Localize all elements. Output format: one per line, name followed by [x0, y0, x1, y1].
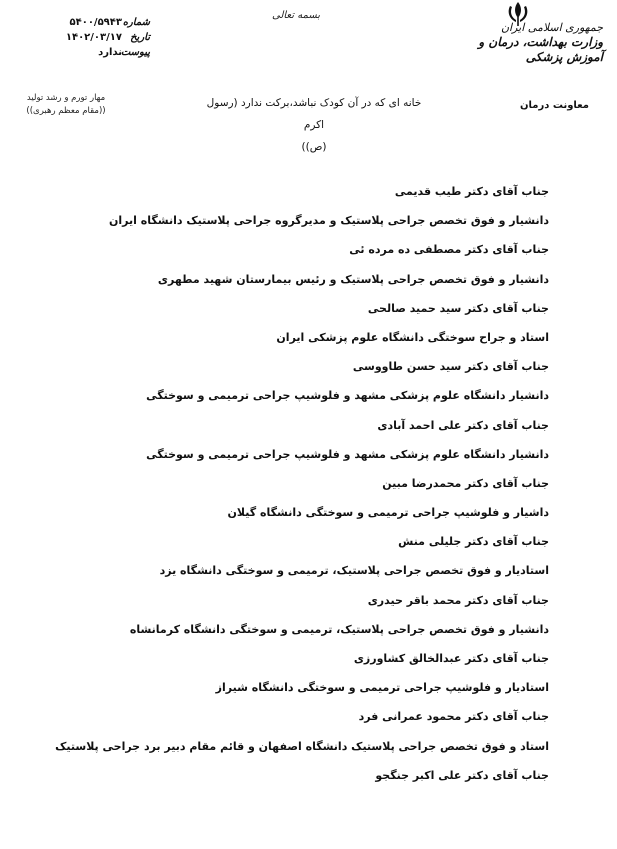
recipient-line: جناب آقای دکتر محمد باقر حیدری	[367, 593, 549, 607]
ministry-header	[453, 21, 603, 65]
recipient-line: جناب آقای دکتر علی احمد آبادی	[377, 418, 549, 432]
recipient-line: استاد و جراح سوختگی دانشگاه علوم پزشکی ایران	[276, 330, 549, 344]
letter-meta	[30, 15, 150, 60]
hadith-line-2: (ص))	[301, 141, 327, 153]
recipient-line: دانشیار و فوق تخصص جراحی پلاستیک، ترمیمی و سوختگی دانشگاه کرمانشاه	[129, 622, 549, 636]
recipient-line: استادیار و فلوشیپ جراحی ترمیمی و سوختگی دانشگاه شیراز	[215, 681, 549, 695]
recipient-line: جناب آقای دکتر محمود عمرانی فرد	[358, 710, 549, 724]
recipient-line: جناب آقای دکتر مصطفی ده مرده ئی	[349, 243, 549, 257]
hadith-quote	[199, 92, 429, 158]
deputy-title: معاونت درمان	[520, 100, 589, 111]
recipient-line: استادیار و فوق تخصص جراحی پلاستیک، ترمیمی و سوختگی دانشگاه یزد	[159, 564, 549, 578]
meta-attachment-row	[30, 45, 150, 60]
meta-attachment-label: پیوست	[120, 47, 150, 58]
recipient-line: دانشیار دانشگاه علوم پزشکی مشهد و فلوشیپ جراحی ترمیمی و سوختگی	[146, 389, 549, 403]
slogan-line-1: مهار تورم و رشد تولید	[26, 93, 106, 103]
meta-date-label: تاریخ	[130, 32, 150, 43]
recipient-line: جناب آقای دکتر جلیلی منش	[398, 535, 549, 549]
meta-number-row	[30, 15, 150, 30]
slogan-line-2: ((مقام معظم رهبری))	[26, 106, 106, 116]
basmala: بسمه تعالی	[272, 10, 321, 21]
recipient-line: استاد و فوق تخصص جراحی پلاستیک دانشگاه اصفهان و قائم مقام دبیر برد جراحی پلاستیک	[55, 739, 549, 753]
ministry-name: وزارت بهداشت، درمان و آموزش پزشکی	[478, 35, 603, 64]
recipient-line: جناب آقای دکتر علی اکبر جنگجو	[375, 768, 549, 782]
meta-attachment-value: ندارد	[98, 47, 122, 58]
recipient-line: دانشیار و فوق تخصص جراحی پلاستیک و مدیرگروه جراحی پلاستیک دانشگاه ایران	[109, 214, 549, 228]
ministry-country: جمهوری اسلامی ایران	[500, 21, 603, 34]
hadith-line-1: خانه ای که در آن کودک نباشد،برکت ندارد (رسول اکرم	[206, 97, 422, 131]
recipient-line: جناب آقای دکتر محمدرضا مبین	[382, 476, 549, 490]
recipient-line: جناب آقای دکتر سید حمید صالحی	[367, 301, 549, 315]
meta-date-value: ۱۴۰۲/۰۳/۱۷	[65, 32, 122, 43]
meta-number-value: ۵۴۰۰/۵۹۴۳	[69, 17, 122, 28]
recipient-line: دانشیار و فوق تخصص جراحی پلاستیک و رئیس بیمارستان شهید مطهری	[157, 272, 549, 286]
recipients-list	[49, 177, 549, 790]
slogan	[16, 92, 116, 118]
recipient-line: جناب آقای دکتر سید حسن طاووسی	[352, 360, 549, 374]
recipient-line: جناب آقای دکتر طیب قدیمی	[394, 185, 549, 198]
recipient-line: دانشیار دانشگاه علوم پزشکی مشهد و فلوشیپ جراحی ترمیمی و سوختگی	[146, 447, 549, 461]
meta-date-row	[30, 30, 150, 45]
meta-number-label: شماره	[122, 17, 150, 28]
recipient-line: جناب آقای دکتر عبدالخالق کشاورزی	[353, 652, 549, 665]
recipient-line: داشیار و فلوشیپ جراحی ترمیمی و سوختگی دانشگاه گیلان	[227, 506, 549, 520]
